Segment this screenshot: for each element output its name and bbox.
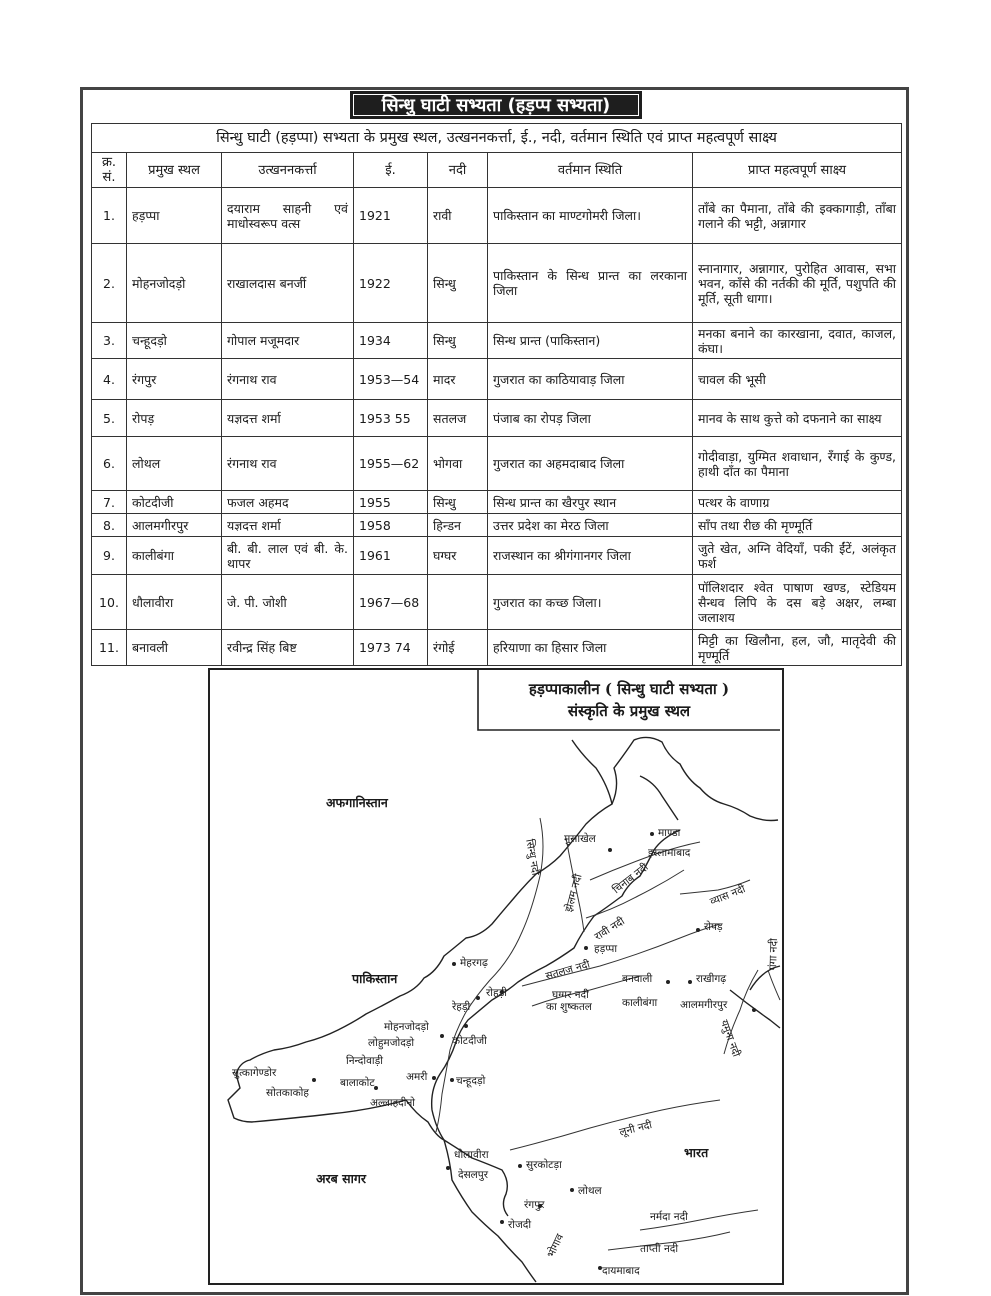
dot-rojdi (500, 1220, 504, 1224)
river-label-narmada: नर्मदा नदी (650, 1211, 688, 1223)
cell-location: गुजरात का कच्छ जिला। (488, 575, 693, 630)
river-label-ravi: रावी नदी (592, 915, 627, 944)
site-lothal: लोथल (578, 1185, 602, 1197)
table-row (92, 359, 902, 400)
site-sutkagendor: सुत्कागेण्डोर (232, 1067, 277, 1079)
table-row (92, 491, 902, 514)
cell-site: बनावली (127, 630, 222, 666)
river-label-chenab: चिनाब नदी (610, 861, 651, 897)
site-banawali: बनवाली (622, 973, 653, 985)
river-ganga (768, 970, 780, 1000)
cell-site: रंगपुर (127, 359, 222, 400)
header-evidence: प्राप्त महत्वपूर्ण साक्ष्य (693, 153, 902, 188)
cell-river: रावी (428, 188, 488, 244)
river-label-ganga: गंगा नदी (766, 938, 781, 971)
site-surkotada: सुरकोटड़ा (526, 1159, 562, 1171)
cell-excavator: दयाराम साहनी एवं माधोस्वरूप वत्स (222, 188, 354, 244)
dot-banawali (666, 980, 670, 984)
cell-evidence: स्नानागार, अन्नागार, पुरोहित आवास, सभा भवन, काँसे की नर्तकी की मूर्ति, पशुपति की मूर्ति, सूती धागा। (693, 244, 902, 323)
cell-river: घग्घर (428, 537, 488, 575)
region-arabian-sea: अरब सागर (316, 1171, 366, 1186)
cell-serial: 11. (92, 630, 127, 666)
header-year: ई. (354, 153, 428, 188)
site-sotkakoh: सोतकाकोह (266, 1087, 309, 1099)
cell-excavator: फजल अहमद (222, 491, 354, 514)
cell-site: आलमगीरपुर (127, 514, 222, 537)
cell-evidence: मानव के साथ कुत्ते को दफनाने का साक्ष्य (693, 400, 902, 437)
site-rakhigarhi: राखीगढ़ (696, 973, 727, 985)
cell-evidence: पत्थर के वाणाग्र (693, 491, 902, 514)
site-islamabad: इस्लामाबाद (648, 847, 691, 859)
cell-serial: 5. (92, 400, 127, 437)
river-label-beas: व्यास नदी (708, 883, 748, 909)
dot-chanhudaro (450, 1078, 454, 1082)
cell-excavator: गोपाल मजूमदार (222, 323, 354, 359)
header-excavator: उत्खननकर्त्ता (222, 153, 354, 188)
table-row (92, 188, 902, 244)
cell-evidence: मनका बनाने का कारखाना, दवात, काजल, कंघा। (693, 323, 902, 359)
cell-excavator: रंगनाथ राव (222, 359, 354, 400)
dot-alamgirpur (752, 1008, 756, 1012)
cell-serial: 8. (92, 514, 127, 537)
site-dholavira: धौलावीरा (454, 1149, 489, 1161)
dot-dholavira (446, 1166, 450, 1170)
dot-mohenjodaro (440, 1034, 444, 1038)
river-label-satluj: सतलज नदी (544, 958, 592, 983)
cell-excavator: जे. पी. जोशी (222, 575, 354, 630)
table-subtitle: सिन्धु घाटी (हड़प्पा) सभ्यता के प्रमुख स्थल, उत्खननकर्त्ता, ई., नदी, वर्तमान स्थिति एवं प्राप्त महत्वपूर्ण साक्ष्य (92, 124, 902, 153)
cell-river: हिन्डन (428, 514, 488, 537)
cell-evidence: जुते खेत, अग्नि वेदियाँ, पकी ईंटें, अलंकृत फर्श (693, 537, 902, 575)
cell-location: गुजरात का अहमदाबाद जिला (488, 437, 693, 491)
cell-site: रोपड़ (127, 400, 222, 437)
dot-manda (650, 832, 654, 836)
river-label-bhogava: भोगाव (544, 1232, 567, 1260)
table-row (92, 437, 902, 491)
cell-year: 1955 (354, 491, 428, 514)
river-luni (510, 1100, 720, 1150)
cell-year: 1922 (354, 244, 428, 323)
cell-excavator: यज्ञदत्त शर्मा (222, 400, 354, 437)
cell-location: पाकिस्तान का माण्टगोमरी जिला। (488, 188, 693, 244)
river-label-luni: लूनी नदी (618, 1118, 654, 1139)
line-of-control (640, 776, 678, 820)
cell-year: 1934 (354, 323, 428, 359)
cell-river: सिन्धु (428, 491, 488, 514)
cell-site: कालीबंगा (127, 537, 222, 575)
cell-river: सिन्धु (428, 244, 488, 323)
dot-surkotada (518, 1164, 522, 1168)
cell-serial: 3. (92, 323, 127, 359)
coastline (252, 1100, 536, 1282)
header-serial: क्र. सं. (92, 153, 127, 188)
cell-evidence: साँप तथा रीछ की मृण्मूर्ति (693, 514, 902, 537)
cell-site: मोहनजोदड़ो (127, 244, 222, 323)
table-row (92, 630, 902, 666)
cell-year: 1961 (354, 537, 428, 575)
site-mohenjodaro: मोहनजोदड़ो (384, 1021, 429, 1033)
map-title (478, 672, 780, 734)
cell-year: 1955—62 (354, 437, 428, 491)
dot-kotdiji (464, 1024, 468, 1028)
site-desalpur: देसलपुर (458, 1169, 489, 1181)
cell-river (428, 575, 488, 630)
site-mehrgarh: मेहरगढ़ (460, 957, 488, 969)
cell-location: गुजरात का काठियावाड़ जिला (488, 359, 693, 400)
cell-evidence: ताँबे का पैमाना, ताँबे की इक्कागाड़ी, ताँबा गलाने की भट्टी, अन्नागार (693, 188, 902, 244)
dot-amri (432, 1076, 436, 1080)
cell-site: चन्हूदड़ो (127, 323, 222, 359)
cell-evidence: मिट्टी का खिलौना, हल, जौ, मातृदेवी की मृण्मूर्ति (693, 630, 902, 666)
cell-excavator: रंगनाथ राव (222, 437, 354, 491)
table-row (92, 323, 902, 359)
header-site: प्रमुख स्थल (127, 153, 222, 188)
cell-site: हड़प्पा (127, 188, 222, 244)
header-location: वर्तमान स्थिति (488, 153, 693, 188)
map-title-line1: हड़प्पाकालीन ( सिन्धु घाटी सभ्यता ) (528, 680, 730, 698)
cell-location: पंजाब का रोपड़ जिला (488, 400, 693, 437)
cell-serial: 10. (92, 575, 127, 630)
cell-excavator: यज्ञदत्त शर्मा (222, 514, 354, 537)
page-title: सिन्धु घाटी सभ्यता (हड़प्प सभ्यता) (350, 91, 642, 119)
dot-rehdi (476, 996, 480, 1000)
table-row (92, 244, 902, 323)
cell-river: सतलज (428, 400, 488, 437)
river-label-tapti: ताप्ती नदी (640, 1243, 679, 1255)
site-daimabad: दायमाबाद (602, 1265, 640, 1277)
cell-year: 1953 55 (354, 400, 428, 437)
region-india: भारत (684, 1145, 709, 1160)
table-row (92, 575, 902, 630)
site-manda: माण्डा (658, 827, 681, 839)
river-label-ghaggar: घग्गर नदी (552, 989, 589, 1001)
cell-year: 1958 (354, 514, 428, 537)
table-row (92, 514, 902, 537)
site-balakot: बालाकोट (340, 1077, 375, 1089)
dot-harappa (584, 946, 588, 950)
site-lohumjodaro: लोहुमजोदड़ो (368, 1037, 415, 1049)
site-musakhel: मुसाखेल (564, 833, 596, 845)
cell-location: सिन्ध प्रान्त (पाकिस्तान) (488, 323, 693, 359)
cell-evidence: चावल की भूसी (693, 359, 902, 400)
dot-lothal (570, 1188, 574, 1192)
cell-location: उत्तर प्रदेश का मेरठ जिला (488, 514, 693, 537)
dot-mehrgarh (452, 962, 456, 966)
cell-excavator: बी. बी. लाल एवं बी. के. थापर (222, 537, 354, 575)
cell-serial: 6. (92, 437, 127, 491)
site-alamgirpur: आलमगीरपुर (680, 999, 728, 1011)
river-label-yamuna: यमुना नदी (717, 1018, 743, 1059)
dot-musakhel (608, 848, 612, 852)
cell-river: सिन्धु (428, 323, 488, 359)
site-ropar: रोपड़ (704, 921, 723, 933)
cell-evidence: पॉलिशदार श्वेत पाषाण खण्ड, स्टेडियम सैन्धव लिपि के दस बड़े अक्षर, लम्बा जलाशय (693, 575, 902, 630)
site-rohri: रोहड़ी (486, 987, 507, 999)
site-kotdiji: कोटदीजी (452, 1035, 487, 1047)
cell-excavator: राखालदास बनर्जी (222, 244, 354, 323)
site-harappa: हड़प्पा (594, 943, 618, 955)
cell-serial: 7. (92, 491, 127, 514)
table-row (92, 400, 902, 437)
table-row (92, 537, 902, 575)
site-allahdino: अल्लाहदीनो (370, 1097, 416, 1109)
cell-location: राजस्थान का श्रीगंगानगर जिला (488, 537, 693, 575)
river-label-sindhu: सिन्धु नदी (523, 838, 542, 877)
pakistan-north-west-border (228, 740, 612, 1122)
table-header-row (92, 153, 902, 188)
map-title-line2: संस्कृति के प्रमुख स्थल (567, 702, 691, 720)
north-border (612, 737, 778, 820)
sites-table (91, 123, 902, 666)
site-rehdi: रेहड़ी (452, 1001, 471, 1013)
dot-sutkagendor (312, 1078, 316, 1082)
dot-rakhigarhi (688, 980, 692, 984)
cell-year: 1921 (354, 188, 428, 244)
dot-ropar (696, 928, 700, 932)
site-rojdi: रोजदी (508, 1219, 532, 1231)
site-nindowari: निन्दोवाड़ी (346, 1055, 383, 1067)
cell-year: 1953—54 (354, 359, 428, 400)
cell-serial: 1. (92, 188, 127, 244)
cell-river: रंगोई (428, 630, 488, 666)
site-rangpur: रंगपुर (524, 1199, 545, 1211)
cell-site: लोथल (127, 437, 222, 491)
cell-evidence: गोदीवाड़ा, युग्मित शवाधान, रँगाई के कुण्ड, हाथी दाँत का पैमाना (693, 437, 902, 491)
river-label-ghaggar-bed: का शुष्कतल (546, 1001, 592, 1013)
cell-site: कोटदीजी (127, 491, 222, 514)
harappan-sites-map (208, 668, 784, 1285)
header-river: नदी (428, 153, 488, 188)
cell-location: हरियाणा का हिसार जिला (488, 630, 693, 666)
river-label-jhelum: झेलम नदी (562, 872, 585, 914)
cell-excavator: रवीन्द्र सिंह बिष्ट (222, 630, 354, 666)
site-chanhudaro: चन्हूदड़ो (456, 1075, 486, 1087)
site-amri: अमरी (406, 1071, 428, 1083)
cell-year: 1973 74 (354, 630, 428, 666)
cell-serial: 2. (92, 244, 127, 323)
cell-serial: 9. (92, 537, 127, 575)
cell-location: सिन्ध प्रान्त का खैरपुर स्थान (488, 491, 693, 514)
region-afghanistan: अफगानिस्तान (326, 795, 388, 810)
cell-river: भोगवा (428, 437, 488, 491)
cell-river: मादर (428, 359, 488, 400)
region-pakistan: पाकिस्तान (352, 971, 398, 986)
cell-location: पाकिस्तान के सिन्ध प्रान्त का लरकाना जिला (488, 244, 693, 323)
site-kalibanga: कालीबंगा (622, 997, 658, 1009)
cell-serial: 4. (92, 359, 127, 400)
cell-year: 1967—68 (354, 575, 428, 630)
cell-site: धौलावीरा (127, 575, 222, 630)
